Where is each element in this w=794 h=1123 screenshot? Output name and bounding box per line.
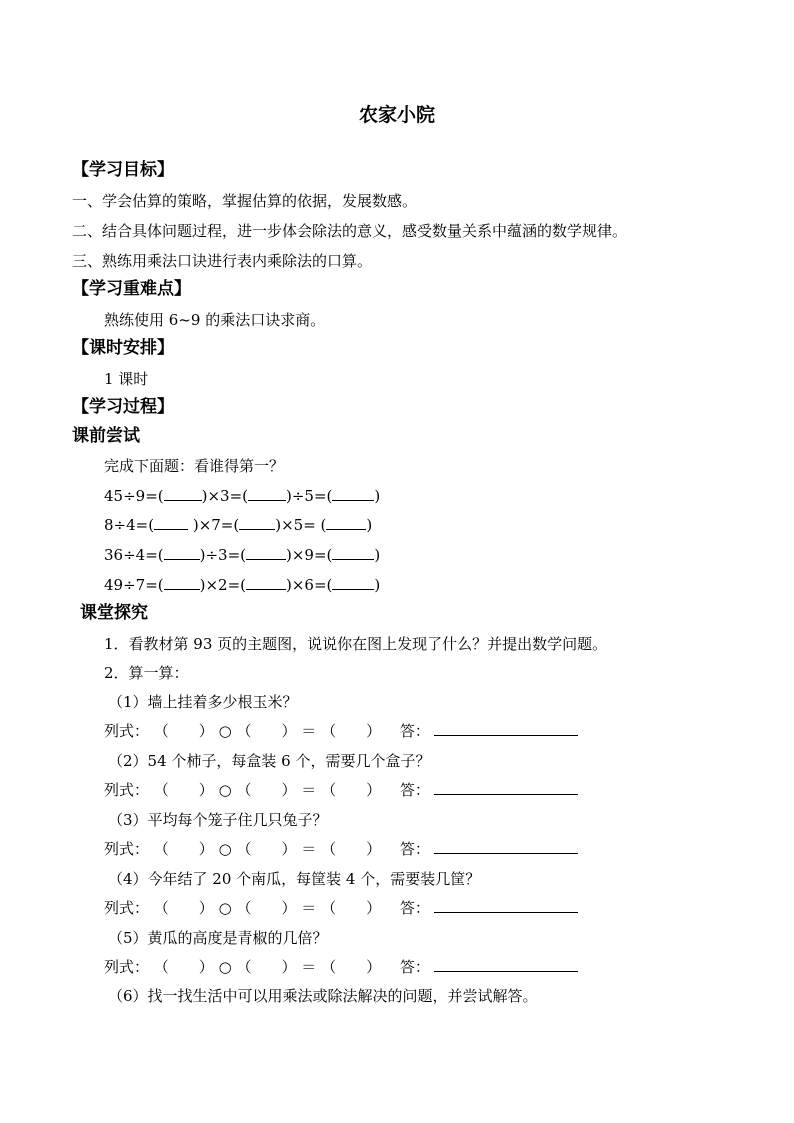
explore-item-2: 2．算一算： [104, 664, 189, 682]
schedule-text: 1 课时 [104, 370, 149, 388]
operator-circle[interactable]: ○ [218, 899, 232, 917]
chain-part: 8÷4=( [104, 516, 155, 534]
chain-part: ) [374, 576, 381, 594]
answer-blank[interactable] [164, 545, 200, 560]
answer-label: 答： [399, 781, 430, 799]
chain-row [104, 575, 380, 595]
formula-label: 列式： [104, 899, 150, 917]
answer-blank[interactable] [239, 515, 275, 530]
formula-equals: ＝ [301, 958, 317, 976]
operator-circle[interactable]: ○ [218, 722, 232, 740]
formula-equals: ＝ [301, 781, 317, 799]
formula-row [104, 957, 578, 977]
answer-blank[interactable] [326, 515, 366, 530]
chain-row [104, 545, 380, 565]
page-title: 农家小院 [358, 104, 435, 126]
formula-result[interactable]: （ ） [321, 899, 382, 917]
answer-blank[interactable] [164, 486, 202, 501]
formula-right[interactable]: （ ） [236, 899, 297, 917]
chain-part: )×7=( [188, 516, 240, 534]
answer-label: 答： [399, 722, 430, 740]
goal-item-1: 一、学会估算的策略，掌握估算的依据，发展数感。 [72, 192, 418, 210]
formula-left[interactable]: （ ） [153, 722, 214, 740]
formula-left[interactable]: （ ） [153, 899, 214, 917]
answer-blank[interactable] [154, 515, 188, 530]
chain-part: )÷5=( [286, 487, 333, 505]
formula-result[interactable]: （ ） [321, 958, 382, 976]
answer-label: 答： [399, 958, 430, 976]
question: （3）平均每个笼子住几只兔子？ [108, 811, 328, 829]
goal-item-3: 三、熟练用乘法口诀进行表内乘除法的口算。 [72, 252, 373, 270]
chain-part: )÷3=( [199, 546, 247, 564]
formula-right[interactable]: （ ） [236, 722, 297, 740]
goal-item-2: 二、结合具体问题过程，进一步体会除法的意义，感受数量关系中蕴涵的数学规律。 [72, 222, 628, 240]
explore-heading: 课堂探究 [80, 603, 148, 623]
formula-left[interactable]: （ ） [153, 781, 214, 799]
answer-blank[interactable] [332, 486, 374, 501]
answer-blank[interactable] [164, 575, 200, 590]
formula-right[interactable]: （ ） [236, 958, 297, 976]
pre-class-heading: 课前尝试 [72, 426, 140, 446]
answer-line[interactable] [434, 839, 578, 854]
chain-part: )×9=( [286, 546, 333, 564]
formula-equals: ＝ [301, 899, 317, 917]
operator-circle[interactable]: ○ [218, 781, 232, 799]
chain-part: ) [374, 487, 381, 505]
chain-part: )×2=( [199, 576, 247, 594]
formula-row [104, 780, 578, 800]
formula-label: 列式： [104, 840, 150, 858]
chain-row [104, 515, 372, 535]
formula-label: 列式： [104, 958, 150, 976]
formula-right[interactable]: （ ） [236, 781, 297, 799]
answer-label: 答： [399, 899, 430, 917]
schedule-heading: 【课时安排】 [72, 338, 174, 358]
process-heading: 【学习过程】 [72, 397, 174, 417]
question: （2）54 个柿子，每盒装 6 个，需要几个盒子？ [108, 752, 431, 770]
operator-circle[interactable]: ○ [218, 840, 232, 858]
answer-blank[interactable] [332, 575, 374, 590]
formula-left[interactable]: （ ） [153, 840, 214, 858]
chain-part: ) [366, 516, 373, 534]
answer-line[interactable] [434, 721, 578, 736]
formula-result[interactable]: （ ） [321, 722, 382, 740]
formula-row [104, 839, 578, 859]
question: （4）今年结了 20 个南瓜，每筐装 4 个，需要装几筐？ [108, 870, 481, 888]
answer-line[interactable] [434, 957, 578, 972]
chain-part: )×3=( [201, 487, 249, 505]
chain-part: )×5= ( [275, 516, 327, 534]
answer-blank[interactable] [332, 545, 374, 560]
formula-row [104, 721, 578, 741]
formula-row [104, 898, 578, 918]
key-points-heading: 【学习重难点】 [72, 279, 191, 299]
explore-item-1: 1．看教材第 93 页的主题图，说说你在图上发现了什么？并提出数学问题。 [104, 635, 608, 653]
answer-line[interactable] [434, 898, 578, 913]
formula-result[interactable]: （ ） [321, 840, 382, 858]
answer-label: 答： [399, 840, 430, 858]
operator-circle[interactable]: ○ [218, 958, 232, 976]
formula-label: 列式： [104, 722, 150, 740]
formula-left[interactable]: （ ） [153, 958, 214, 976]
answer-blank[interactable] [246, 575, 286, 590]
final-item: （6）找一找生活中可以用乘法或除法解决的问题，并尝试解答。 [108, 987, 538, 1005]
formula-equals: ＝ [301, 840, 317, 858]
goals-heading: 【学习目标】 [72, 160, 174, 180]
pre-class-intro: 完成下面题：看谁得第一？ [104, 457, 285, 475]
chain-part: )×6=( [286, 576, 333, 594]
chain-part: 45÷9=( [104, 487, 164, 505]
formula-right[interactable]: （ ） [236, 840, 297, 858]
question: （1）墙上挂着多少根玉米？ [108, 693, 298, 711]
key-points-text: 熟练使用 6~9 的乘法口诀求商。 [104, 311, 326, 329]
formula-equals: ＝ [301, 722, 317, 740]
chain-part: 49÷7=( [104, 576, 164, 594]
question: （5）黄瓜的高度是青椒的几倍？ [108, 929, 328, 947]
chain-row [104, 486, 380, 506]
answer-blank[interactable] [246, 545, 286, 560]
formula-label: 列式： [104, 781, 150, 799]
answer-blank[interactable] [248, 486, 286, 501]
chain-part: ) [374, 546, 381, 564]
answer-line[interactable] [434, 780, 578, 795]
chain-part: 36÷4=( [104, 546, 164, 564]
formula-result[interactable]: （ ） [321, 781, 382, 799]
